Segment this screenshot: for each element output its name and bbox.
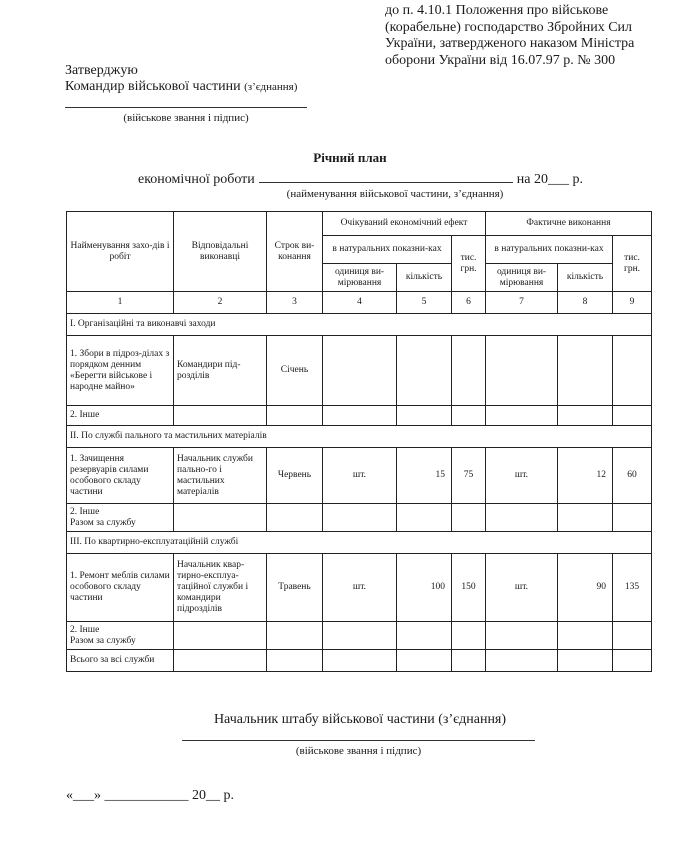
deadline-cell: Січень <box>267 336 323 406</box>
section-row <box>67 314 652 336</box>
empty-cell <box>267 650 323 672</box>
empty-cell <box>323 504 397 532</box>
table-row <box>67 554 652 622</box>
header-unit-expected: одиниця ви-мірювання <box>323 264 397 292</box>
header-responsible: Відповідальні виконавці <box>174 212 267 292</box>
actual-unit-cell: шт. <box>486 554 558 622</box>
empty-cell <box>397 622 452 650</box>
date-line: «___» ____________ 20__ р. <box>66 788 234 803</box>
other-label: 2. Інше <box>70 624 100 635</box>
section-title: II. По службі пального та мастильних матеріалів <box>67 426 652 448</box>
reference-line: до п. 4.10.1 Положення про військове <box>385 3 609 18</box>
plan-table <box>66 211 652 672</box>
column-number: 3 <box>267 292 323 314</box>
service-total-label: Разом за службу <box>70 517 136 528</box>
empty-cell <box>452 406 486 426</box>
deadline-cell: Травень <box>267 554 323 622</box>
header-quantity-expected: кількість <box>397 264 452 292</box>
measure-name: 1. Збори в підроз-ділах з порядком денним «Берегти військове і народне майно» <box>67 336 174 406</box>
commander-line <box>65 79 297 95</box>
header-unit-actual: одиниця ви-мірювання <box>486 264 558 292</box>
empty-cell <box>486 406 558 426</box>
table-row <box>67 406 652 426</box>
unit-name-blank <box>259 169 513 183</box>
column-number: 1 <box>67 292 174 314</box>
chief-signature-caption: (військове звання і підпис) <box>295 745 422 757</box>
other-label: 2. Інше <box>70 506 100 517</box>
column-number: 7 <box>486 292 558 314</box>
column-number: 6 <box>452 292 486 314</box>
empty-cell <box>452 336 486 406</box>
measure-name <box>67 504 174 532</box>
header-thousand-expected: тис. грн. <box>452 236 486 292</box>
section-row <box>67 532 652 554</box>
header-row <box>67 212 652 236</box>
regulation-reference <box>385 3 697 69</box>
column-number: 8 <box>558 292 613 314</box>
empty-cell <box>174 622 267 650</box>
empty-cell <box>558 336 613 406</box>
section-title: III. По квартирно-експлуатаційній службі <box>67 532 652 554</box>
header-quantity-actual: кількість <box>558 264 613 292</box>
deadline-cell: Червень <box>267 448 323 504</box>
measure-name: 1. Ремонт меблів силами особового складу частини <box>67 554 174 622</box>
header-natural-actual: в натуральних показни-ках <box>486 236 613 264</box>
subtitle-right: на 20___ р. <box>516 172 583 187</box>
empty-cell <box>558 622 613 650</box>
section-row <box>67 426 652 448</box>
empty-cell <box>486 622 558 650</box>
measure-name: 1. Зачищення резервуарів силами особового складу частини <box>67 448 174 504</box>
reference-line: України, затвердженого наказом Міністра <box>385 36 635 51</box>
header-measures: Найменування захо-дів і робіт <box>67 212 174 292</box>
empty-cell <box>486 336 558 406</box>
commander-label: Командир військової частини <box>65 79 241 94</box>
column-number: 4 <box>323 292 397 314</box>
empty-cell <box>486 650 558 672</box>
service-total-label: Разом за службу <box>70 635 136 646</box>
empty-cell <box>397 406 452 426</box>
subtitle-caption: (найменування військової частини, з’єднання) <box>286 188 504 200</box>
actual-quantity-cell: 12 <box>558 448 613 504</box>
header-actual: Фактичне виконання <box>486 212 652 236</box>
empty-cell <box>174 504 267 532</box>
column-number: 2 <box>174 292 267 314</box>
table-row <box>67 504 652 532</box>
actual-thousand-cell: 60 <box>613 448 652 504</box>
empty-cell <box>397 336 452 406</box>
responsible-cell: Командири під-розділів <box>174 336 267 406</box>
empty-cell <box>323 406 397 426</box>
empty-cell <box>397 650 452 672</box>
empty-cell <box>267 406 323 426</box>
empty-cell <box>323 650 397 672</box>
empty-cell <box>174 406 267 426</box>
empty-cell <box>558 650 613 672</box>
header-deadline: Строк ви-конання <box>267 212 323 292</box>
empty-cell <box>397 504 452 532</box>
header-thousand-actual: тис. грн. <box>613 236 652 292</box>
header-expected: Очікуваний економічний ефект <box>323 212 486 236</box>
empty-cell <box>323 336 397 406</box>
expected-quantity-cell: 15 <box>397 448 452 504</box>
empty-cell <box>613 504 652 532</box>
chief-of-staff-label: Начальник штабу військової частини (з’єднання) <box>213 712 507 727</box>
empty-cell <box>267 622 323 650</box>
table-row <box>67 622 652 650</box>
table-row <box>67 448 652 504</box>
column-number: 9 <box>613 292 652 314</box>
document-subtitle <box>138 169 583 188</box>
measure-name: 2. Інше <box>67 406 174 426</box>
measure-name <box>67 622 174 650</box>
expected-thousand-cell: 150 <box>452 554 486 622</box>
empty-cell <box>486 504 558 532</box>
approval-signature-caption: (військове звання і підпис) <box>123 112 249 124</box>
empty-cell <box>613 336 652 406</box>
approval-signature-line <box>65 107 307 108</box>
empty-cell <box>613 406 652 426</box>
grand-total-label: Всього за всі служби <box>67 650 174 672</box>
column-number: 5 <box>397 292 452 314</box>
actual-unit-cell: шт. <box>486 448 558 504</box>
empty-cell <box>613 650 652 672</box>
empty-cell <box>323 622 397 650</box>
approve-label: Затверджую <box>65 63 138 78</box>
subtitle-left: економічної роботи <box>138 172 255 187</box>
empty-cell <box>267 504 323 532</box>
document-title: Річний план <box>313 150 387 165</box>
reference-line: оборони України від 16.07.97 р. № 300 <box>385 52 616 68</box>
grand-total-row <box>67 650 652 672</box>
header-natural-expected: в натуральних показни-ках <box>323 236 452 264</box>
empty-cell <box>558 406 613 426</box>
commander-small: (з’єднання) <box>244 81 298 93</box>
expected-quantity-cell: 100 <box>397 554 452 622</box>
expected-thousand-cell: 75 <box>452 448 486 504</box>
chief-signature-line <box>182 740 535 741</box>
approval-block <box>65 63 297 95</box>
empty-cell <box>452 504 486 532</box>
actual-thousand-cell: 135 <box>613 554 652 622</box>
actual-quantity-cell: 90 <box>558 554 613 622</box>
column-numbers-row <box>67 292 652 314</box>
expected-unit-cell: шт. <box>323 448 397 504</box>
empty-cell <box>613 622 652 650</box>
empty-cell <box>558 504 613 532</box>
reference-line: (корабельне) господарство Збройних Сил <box>385 19 633 35</box>
empty-cell <box>452 622 486 650</box>
table-row <box>67 336 652 406</box>
responsible-cell: Начальник служби пально-го і мастильних матеріалів <box>174 448 267 504</box>
empty-cell <box>452 650 486 672</box>
section-title: I. Організаційні та виконавчі заходи <box>67 314 652 336</box>
empty-cell <box>174 650 267 672</box>
expected-unit-cell: шт. <box>323 554 397 622</box>
responsible-cell: Начальник квар-тирно-експлуа-таційної служби і командири підрозділів <box>174 554 267 622</box>
